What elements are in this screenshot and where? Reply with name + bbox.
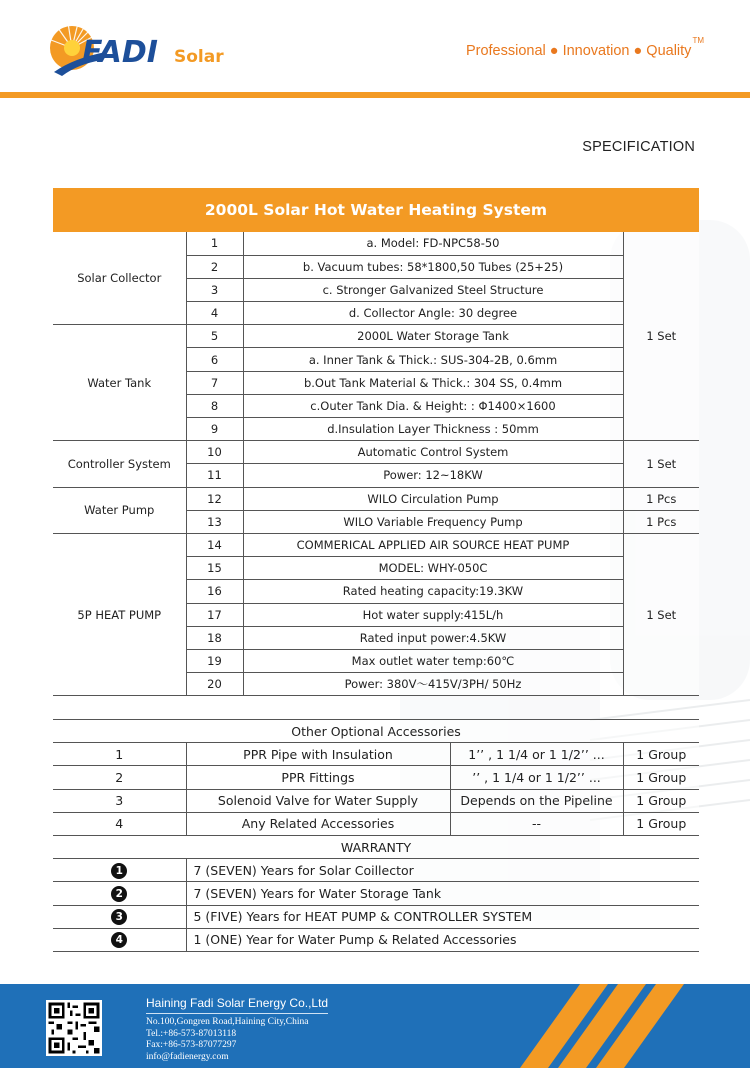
- accessory-item: Solenoid Valve for Water Supply: [186, 789, 450, 812]
- row-description: Power: 12~18KW: [243, 464, 623, 487]
- row-number: 3: [186, 278, 243, 301]
- decorative-stripes: [470, 984, 750, 1068]
- logo-text: FADI: [82, 35, 158, 70]
- row-description: c.Outer Tank Dia. & Height: : Φ1400×1600: [243, 394, 623, 417]
- accessory-quantity: 1 Group: [623, 743, 699, 766]
- row-description: d. Collector Angle: 30 degree: [243, 302, 623, 325]
- warranty-number: [53, 859, 186, 882]
- company-fax: Fax:+86-573-87077297: [146, 1040, 237, 1050]
- row-description: WILO Circulation Pump: [243, 487, 623, 510]
- row-number: 12: [186, 487, 243, 510]
- row-description: a. Model: FD-NPC58-50: [243, 232, 623, 255]
- spec-table-title: 2000L Solar Hot Water Heating System: [53, 188, 699, 232]
- brand-tagline: [465, 36, 704, 59]
- specification-table: [53, 232, 699, 696]
- accessory-quantity: 1 Group: [623, 789, 699, 812]
- row-number: 5: [186, 325, 243, 348]
- row-number: 4: [186, 302, 243, 325]
- accessories-title: Other Optional Accessories: [53, 720, 699, 743]
- row-number: 1: [186, 232, 243, 255]
- accessory-number: 1: [53, 743, 186, 766]
- row-description: MODEL: WHY-050C: [243, 557, 623, 580]
- page-footer: [0, 984, 750, 1068]
- group-label-solar-collector: Solar Collector: [53, 232, 186, 325]
- row-description: Rated heating capacity:19.3KW: [243, 580, 623, 603]
- row-description: c. Stronger Galvanized Steel Structure: [243, 278, 623, 301]
- row-description: b.Out Tank Material & Thick.: 304 SS, 0.4mm: [243, 371, 623, 394]
- row-number: 10: [186, 441, 243, 464]
- table-row: [53, 928, 699, 951]
- row-description: Hot water supply:415L/h: [243, 603, 623, 626]
- logo-graphic: [48, 18, 248, 80]
- row-number: 7: [186, 371, 243, 394]
- row-number: 8: [186, 394, 243, 417]
- accessory-item: Any Related Accessories: [186, 812, 450, 835]
- row-number: 20: [186, 673, 243, 696]
- group-label-water-pump: Water Pump: [53, 487, 186, 533]
- row-number: 9: [186, 418, 243, 441]
- accessory-number: 4: [53, 812, 186, 835]
- row-description: a. Inner Tank & Thick.: SUS-304-2B, 0.6mm: [243, 348, 623, 371]
- tagline-text: Professional ● Innovation ● Quality: [465, 42, 692, 59]
- accessory-number: 3: [53, 789, 186, 812]
- row-quantity: 1 Pcs: [623, 510, 699, 533]
- row-number: 19: [186, 649, 243, 672]
- company-phone: Tel.:+86-573-87013118: [146, 1028, 237, 1039]
- row-description: Max outlet water temp:60℃: [243, 649, 623, 672]
- group-label-water-tank: Water Tank: [53, 325, 186, 441]
- logo-suffix: Solar: [174, 47, 224, 67]
- accessory-size: 1’’ , 1 1/4 or 1 1/2’’ ...: [450, 743, 623, 766]
- company-name: Haining Fadi Solar Energy Co.,Ltd: [146, 996, 329, 1010]
- table-row: [53, 743, 699, 766]
- warranty-number: [53, 928, 186, 951]
- table-row: [53, 441, 699, 464]
- row-number: 13: [186, 510, 243, 533]
- accessory-item: PPR Pipe with Insulation: [186, 743, 450, 766]
- table-row: [53, 766, 699, 789]
- table-row: [53, 487, 699, 510]
- row-description: 2000L Water Storage Tank: [243, 325, 623, 348]
- row-description: b. Vacuum tubes: 58*1800,50 Tubes (25+25): [243, 255, 623, 278]
- table-row: [53, 533, 699, 556]
- row-number: 11: [186, 464, 243, 487]
- quantity-heat-pump: 1 Set: [623, 533, 699, 695]
- row-description: COMMERICAL APPLIED AIR SOURCE HEAT PUMP: [243, 533, 623, 556]
- table-row: [53, 859, 699, 882]
- accessories-warranty-table: [53, 719, 699, 952]
- accessory-quantity: 1 Group: [623, 766, 699, 789]
- table-row: [53, 325, 699, 348]
- row-number: 15: [186, 557, 243, 580]
- header-divider: [0, 92, 750, 98]
- warranty-title-row: [53, 835, 699, 858]
- accessory-quantity: 1 Group: [623, 812, 699, 835]
- group-label-controller-system: Controller System: [53, 441, 186, 487]
- page-header: [0, 0, 750, 92]
- table-row: [53, 232, 699, 255]
- row-description: Rated input power:4.5KW: [243, 626, 623, 649]
- warranty-text: 7 (SEVEN) Years for Solar Coillector: [186, 859, 699, 882]
- warranty-text: 7 (SEVEN) Years for Water Storage Tank: [186, 882, 699, 905]
- accessory-size: ’’ , 1 1/4 or 1 1/2’’ ...: [450, 766, 623, 789]
- trademark-mark: TM: [692, 36, 704, 45]
- row-number: 2: [186, 255, 243, 278]
- warranty-text: 1 (ONE) Year for Water Pump & Related Accessories: [186, 928, 699, 951]
- table-row: [53, 812, 699, 835]
- warranty-text: 5 (FIVE) Years for HEAT PUMP & CONTROLLER SYSTEM: [186, 905, 699, 928]
- accessory-item: PPR Fittings: [186, 766, 450, 789]
- row-number: 6: [186, 348, 243, 371]
- qr-code-icon[interactable]: [46, 1000, 102, 1056]
- numbered-bullet-icon: 2: [111, 886, 127, 902]
- page-title: SPECIFICATION: [582, 139, 695, 155]
- row-number: 14: [186, 533, 243, 556]
- table-row: [53, 882, 699, 905]
- warranty-title: WARRANTY: [53, 835, 699, 858]
- row-description: Automatic Control System: [243, 441, 623, 464]
- table-row: [53, 789, 699, 812]
- accessory-size: Depends on the Pipeline: [450, 789, 623, 812]
- fadi-solar-logo[interactable]: [48, 18, 248, 80]
- warranty-number: [53, 882, 186, 905]
- footer-divider: [146, 1013, 328, 1014]
- accessories-title-row: [53, 720, 699, 743]
- quantity-water-tank: 1 Set: [623, 232, 699, 441]
- row-number: 18: [186, 626, 243, 649]
- numbered-bullet-icon: 1: [111, 863, 127, 879]
- row-number: 16: [186, 580, 243, 603]
- company-email[interactable]: info@fadienergy.com: [146, 1051, 229, 1062]
- table-row: [53, 905, 699, 928]
- row-description: Power: 380V～415V/3PH/ 50Hz: [243, 673, 623, 696]
- company-address: No.100,Gongren Road,Haining City,China: [146, 1017, 309, 1027]
- accessory-number: 2: [53, 766, 186, 789]
- quantity-controller-system: 1 Set: [623, 441, 699, 487]
- numbered-bullet-icon: 4: [111, 932, 127, 948]
- accessory-size: --: [450, 812, 623, 835]
- numbered-bullet-icon: 3: [111, 909, 127, 925]
- group-label-heat-pump: 5P HEAT PUMP: [53, 533, 186, 695]
- row-description: WILO Variable Frequency Pump: [243, 510, 623, 533]
- warranty-number: [53, 905, 186, 928]
- row-quantity: 1 Pcs: [623, 487, 699, 510]
- row-description: d.Insulation Layer Thickness : 50mm: [243, 418, 623, 441]
- row-number: 17: [186, 603, 243, 626]
- contact-block: [146, 1017, 308, 1063]
